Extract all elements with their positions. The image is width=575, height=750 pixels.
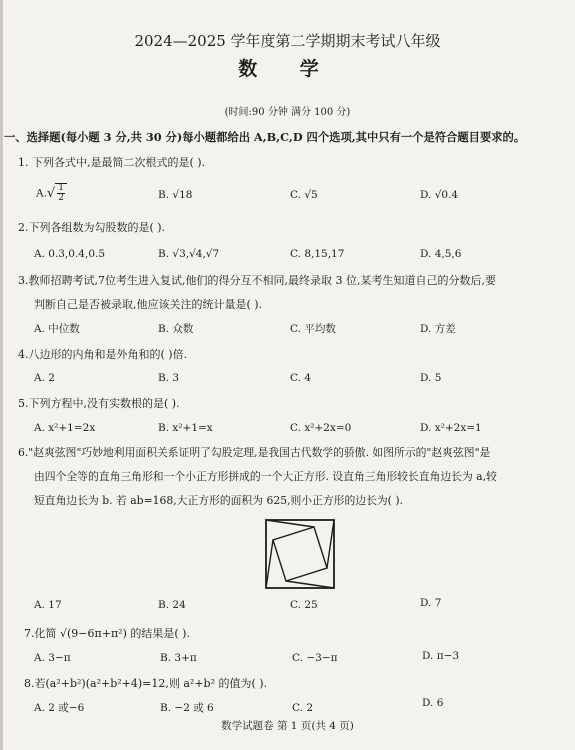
q8-option-a: A. 2 或−6 (34, 702, 85, 714)
q5-option-c: C. x²+2x=0 (290, 422, 352, 434)
q8-option-b: B. −2 或 6 (160, 702, 214, 714)
q2-option-d: D. 4,5,6 (420, 248, 462, 260)
q6-option-b: B. 24 (158, 599, 186, 611)
q1-option-a (36, 183, 67, 204)
question-6-line-1: 6."赵爽弦图"巧妙地利用面积关系证明了勾股定理,是我国古代数学的骄傲. 如图所示的"赵爽弦图"是 (18, 446, 491, 459)
q2-option-c: C. 8,15,17 (290, 248, 345, 260)
fraction (55, 183, 67, 204)
question-6-line-3: 短直角边长为 b. 若 ab=168,大正方形的面积为 625,则小正方形的边长为( ). (34, 494, 403, 507)
question-6-line-2: 由四个全等的直角三角形和一个小正方形拼成的一个大正方形. 设直角三角形较长直角边长为 a,较 (34, 470, 497, 483)
question-7-stem: 7.化简 √(9−6π+π²) 的结果是( ). (24, 627, 190, 640)
q1-option-a-label: A. (36, 187, 47, 200)
q6-option-d: D. 7 (420, 597, 442, 609)
question-8-stem: 8.若(a²+b²)(a²+b²+4)=12,则 a²+b² 的值为( ). (24, 677, 268, 690)
question-3-line-1: 3.教师招聘考试,7位考生进入复试,他们的得分互不相同,最终录取 3 位,某考生知道自己的分数后,要 (18, 274, 496, 287)
q6-option-c: C. 25 (290, 599, 318, 611)
q4-option-b: B. 3 (158, 372, 180, 384)
q2-option-b: B. √3,√4,√7 (158, 248, 220, 260)
q7-option-b: B. 3+π (160, 652, 197, 664)
question-1-stem: 1. 下列各式中,是最简二次根式的是( ). (18, 156, 206, 169)
question-3-line-2: 判断自己是否被录取,他应该关注的统计量是( ). (34, 298, 263, 311)
radical-sign: √ (46, 185, 56, 201)
q3-option-d: D. 方差 (420, 323, 456, 335)
q2-option-a: A. 0.3,0.4,0.5 (34, 248, 106, 260)
q1-option-c: C. √5 (290, 189, 318, 201)
page-footer: 数学试题卷 第 1 页(共 4 页) (221, 720, 354, 732)
question-4-stem: 4.八边形的内角和是外角和的( )倍. (18, 348, 188, 361)
q3-option-b: B. 众数 (158, 323, 194, 335)
q7-option-d: D. π−3 (422, 650, 460, 662)
exam-title: 2024—2025 学年度第二学期期末考试八年级 (134, 32, 441, 50)
q3-option-c: C. 平均数 (290, 323, 336, 335)
subject-title: 数 学 (238, 58, 337, 80)
q4-option-c: C. 4 (290, 372, 312, 384)
exam-meta: (时间:90 分钟 满分 100 分) (224, 107, 351, 118)
q6-option-a: A. 17 (34, 599, 62, 611)
fraction-numerator: 1 (58, 183, 64, 193)
q5-option-b: B. x²+1=x (158, 422, 213, 434)
q1-option-b: B. √18 (158, 189, 193, 201)
q8-option-c: C. 2 (292, 702, 314, 714)
q8-option-d: D. 6 (422, 697, 444, 709)
q7-option-c: C. −3−π (292, 652, 338, 664)
question-5-stem: 5.下列方程中,没有实数根的是( ). (18, 397, 180, 410)
zhao-shuang-string-diagram (264, 518, 336, 590)
q7-option-a: A. 3−π (34, 652, 71, 664)
q4-option-a: A. 2 (34, 372, 55, 384)
question-2-stem: 2.下列各组数为勾股数的是( ). (18, 221, 166, 234)
q5-option-a: A. x²+1=2x (34, 422, 96, 434)
q5-option-d: D. x²+2x=1 (420, 422, 482, 434)
q1-option-d: D. √0.4 (420, 189, 459, 201)
fraction-denominator: 2 (58, 193, 64, 204)
q4-option-d: D. 5 (420, 372, 442, 384)
q3-option-a: A. 中位数 (34, 323, 80, 335)
section-heading: 一、选择题(每小题 3 分,共 30 分)每小题都给出 A,B,C,D 四个选项,其中只有一个是符合题目要求的。 (4, 130, 526, 144)
